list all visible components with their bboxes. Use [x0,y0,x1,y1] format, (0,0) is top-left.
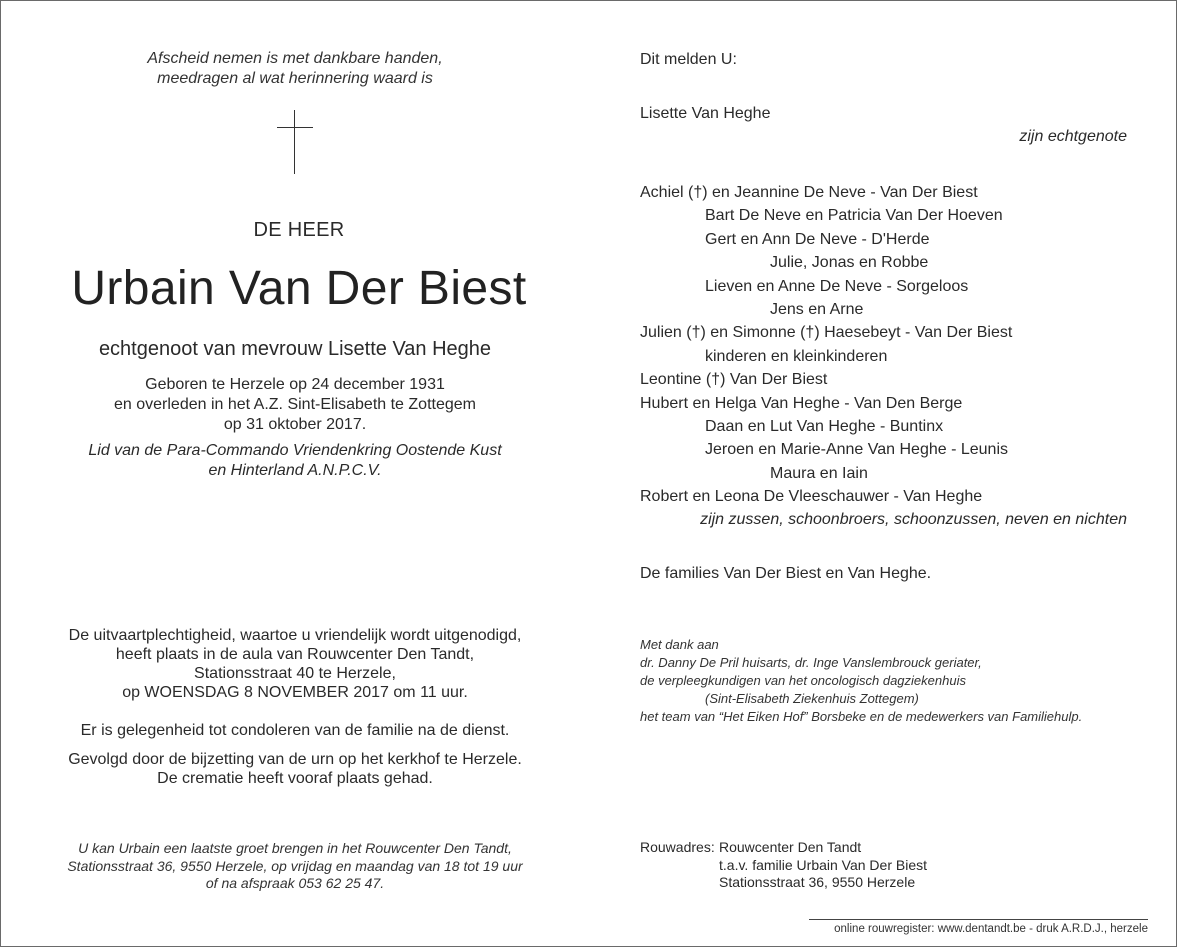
family-member-line: Robert en Leona De Vleeschauwer - Van Heghe [640,488,983,506]
address-row [640,839,1127,857]
family-member-line: Lieven en Anne De Neve - Sorgeloos [705,277,969,295]
visitation-info [41,840,549,893]
deceased-name: Urbain Van Der Biest [71,262,527,315]
thanks-line: dr. Danny De Pril huisarts, dr. Inge Vanslembrouck geriater, [640,655,982,670]
condolence-info: Er is gelegenheid tot condoleren van de familie na de dienst. [80,722,510,739]
address-row [640,874,1127,892]
footer-divider [809,919,1148,920]
families-line: De families Van Der Biest en Van Heghe. [640,565,932,582]
family-member-line: Achiel (†) en Jeannine De Neve - Van Der Biest [640,184,978,201]
family-member-line: Daan en Lut Van Heghe - Buntinx [705,417,944,435]
family-member-line: Hubert en Helga Van Heghe - Van Den Berge [640,394,963,412]
burial-line: Gevolgd door de bijzetting van de urn op het kerkhof te Herzele. [68,751,522,768]
birth-line: Geboren te Herzele op 24 december 1931 [145,376,445,393]
family-member-line: Julie, Jonas en Robbe [770,254,929,272]
funeral-line: De uitvaartplechtigheid, waartoe u vriendelijk wordt uitgenodigd, [68,627,522,644]
family-relation: zijn zussen, schoonbroers, schoonzussen, neven en nichten [700,511,1127,529]
widow-relation: zijn echtgenote [1019,128,1127,145]
family-member-line: Bart De Neve en Patricia Van Der Hoeven [705,207,1003,225]
family-member-line: Julien (†) en Simonne (†) Haesebeyt - Van Der Biest [640,324,1013,342]
burial-info [41,750,549,788]
death-line: en overleden in het A.Z. Sint-Elisabeth te Zottegem [114,396,476,413]
address-line: Rouwcenter Den Tandt [719,839,862,855]
cross-icon-bar [277,127,313,128]
mourning-address [640,839,1127,892]
funeral-line: Stationsstraat 40 te Herzele, [194,665,396,682]
burial-line: De crematie heeft vooraf plaats gehad. [157,770,433,787]
cross-icon [294,110,295,174]
thanks-line: (Sint-Elisabeth Ziekenhuis Zottegem) [705,691,919,706]
family-member-line: Leontine (†) Van Der Biest [640,371,828,389]
spouse-line: echtgenoot van mevrouw Lisette Van Heghe [98,338,492,360]
family-member-line: Maura en Iain [770,464,868,482]
name-prefix: DE HEER [253,219,345,241]
birth-death-info [41,375,549,435]
motto-line: Afscheid nemen is met dankbare handen, [147,50,443,67]
visit-line: U kan Urbain een laatste groet brengen in het Rouwcenter Den Tandt, [78,840,512,856]
thanks-line: Met dank aan [640,637,719,652]
membership-line: Lid van de Para-Commando Vriendenkring Oostende Kust [88,442,502,459]
thanks-line: het team van “Het Eiken Hof” Borsbeke en de medewerkers van Familiehulp. [640,709,1083,724]
motto [41,49,549,89]
footer-credit: online rouwregister: www.dentandt.be - druk A.R.D.J., herzele [834,923,1148,935]
family-list [640,181,1127,532]
funeral-line: op WOENSDAG 8 NOVEMBER 2017 om 11 uur. [122,684,468,701]
death-date-line: op 31 oktober 2017. [223,416,367,433]
announcement-intro: Dit melden U: [640,51,737,68]
address-row [640,857,1127,875]
family-member-line: Jeroen en Marie-Anne Van Heghe - Leunis [705,441,1008,459]
address-line: t.a.v. familie Urbain Van Der Biest [719,856,928,873]
visit-line: Stationsstraat 36, 9550 Herzele, op vrijdag en maandag van 18 tot 19 uur [67,857,523,874]
visit-line: of na afspraak 053 62 25 47. [205,875,385,891]
address-line: Stationsstraat 36, 9550 Herzele [719,874,916,890]
membership [41,441,549,481]
family-member-line: Gert en Ann De Neve - D'Herde [705,230,930,248]
address-label: Rouwadres: [640,839,715,855]
motto-line: meedragen al wat herinnering waard is [157,70,433,87]
family-member-line: kinderen en kleinkinderen [705,347,888,365]
membership-line: en Hinterland A.N.P.C.V. [208,462,382,479]
funeral-line: heeft plaats in de aula van Rouwcenter Den Tandt, [115,646,475,663]
thanks-line: de verpleegkundigen van het oncologisch dagziekenhuis [640,673,966,688]
thanks-section [640,636,1140,726]
family-member-line: Jens en Arne [770,300,864,318]
widow-name: Lisette Van Heghe [640,105,771,122]
funeral-info [41,626,549,702]
